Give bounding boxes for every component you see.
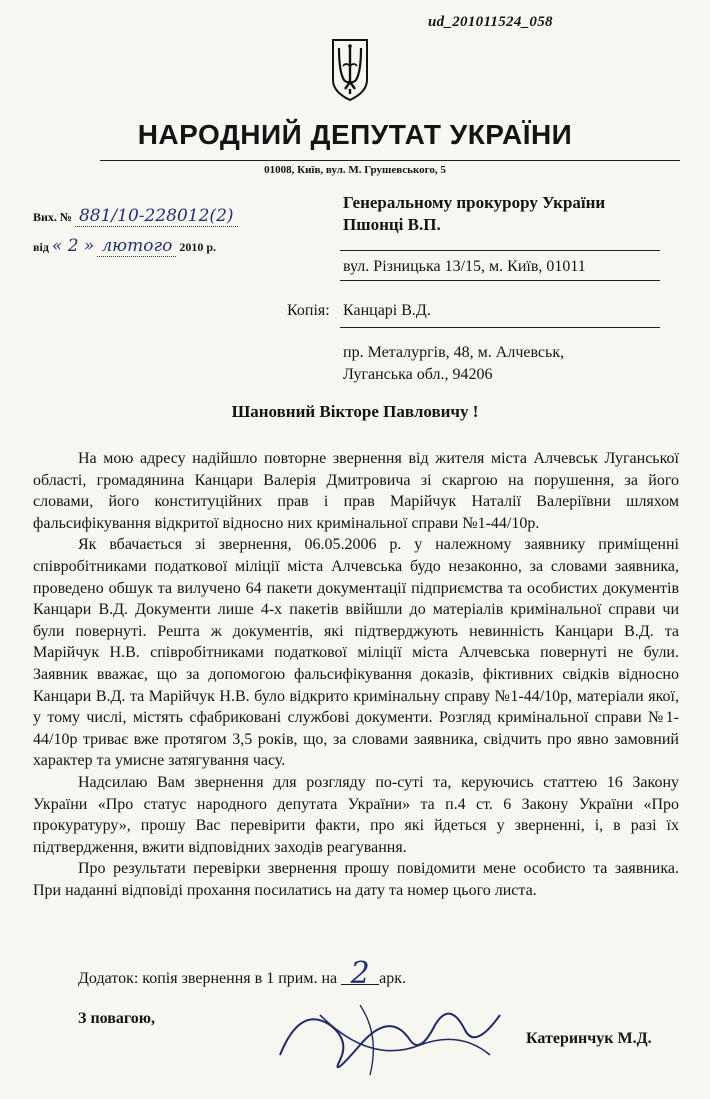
- copy-name-underline: [340, 327, 660, 328]
- outgoing-date-day: « 2 »: [51, 236, 95, 256]
- handwritten-signature: [260, 985, 520, 1085]
- outgoing-date-label: від: [33, 240, 49, 254]
- body-paragraph: Надсилаю Вам звернення для розгляду по-суті та, керуючись статтею 16 Закону України «Про статус народного депутата України» та п.4 ст. 6 Закону України «Про прокуратуру», прошу Вас перевірити факти, про які йдеться у зверненні, і, в разі їх підтвердження, вжити відповідних заходів реагування.: [33, 773, 679, 856]
- closing: З повагою,: [78, 1010, 155, 1027]
- copy-recipient-address: [343, 342, 564, 386]
- copy-recipient-name: Канцарі В.Д.: [343, 302, 431, 319]
- salutation: Шановний Вікторе Павловичу !: [231, 402, 479, 421]
- recipient-name: Пшонці В.П.: [343, 215, 441, 234]
- signer-name: Катеринчук М.Д.: [526, 1030, 652, 1047]
- outgoing-date: [33, 236, 216, 257]
- attachment-suffix: арк.: [379, 970, 406, 987]
- letterhead-address: 01008, Київ, вул. М. Грушевського, 5: [264, 164, 446, 176]
- copy-label: Копія:: [287, 302, 330, 319]
- letter-body: [33, 448, 679, 901]
- body-paragraph: Про результати перевірки звернення прошу повідомити мене особисто та заявника. При наданні відповіді прохання посилатись на дату та номер цього листа.: [33, 860, 679, 899]
- trident-emblem-icon: [330, 36, 370, 102]
- outgoing-date-year: 2010 р.: [179, 240, 216, 254]
- body-paragraph: На мою адресу надійшло повторне звернення від жителя міста Алчевськ Луганської області, громадянина Канцари Валерія Дмитровича зі скаргою на порушення, за його словами, його конституційних прав і прав Марійчук Наталії Валеріївни шляхом фальсифікування відкритої відносно них кримінальної справи №1-44/10р.: [33, 450, 679, 532]
- letterhead-title: НАРОДНИЙ ДЕПУТАТ УКРАЇНИ: [137, 119, 573, 150]
- outgoing-number-label: Вих. №: [33, 210, 72, 224]
- outgoing-number-handwritten: 881/10-228012(2): [75, 206, 238, 227]
- document-id: ud_201011524_058: [428, 14, 553, 30]
- outgoing-date-month: лютого: [97, 236, 176, 257]
- attachment-text: Додаток: копія звернення в 1 прим. на: [78, 970, 338, 987]
- recipient-block: [343, 192, 605, 236]
- attachment-pages-handwritten: 2: [341, 964, 379, 985]
- copy-address-line-1: пр. Металургів, 48, м. Алчевськ,: [343, 344, 565, 361]
- recipient-title: Генеральному прокурору України: [343, 193, 606, 212]
- copy-address-line-2: Луганська обл., 94206: [343, 366, 493, 383]
- recipient-underline: [340, 250, 660, 251]
- letterhead-divider: [100, 160, 680, 161]
- recipient-address: вул. Різницька 13/15, м. Київ, 01011: [343, 258, 586, 275]
- outgoing-number: [33, 206, 238, 227]
- recipient-address-underline: [340, 280, 660, 281]
- body-paragraph: Як вбачається зі звернення, 06.05.2006 р. у належному заявнику приміщенні співробітниками податкової міліції міста Алчевська будо незаконно, за словами заявника, проведено обшук та вилучено 64 пакети документації підприємства та особистих документів Канцари В.Д. Документи лише 4-х пакетів ввійшли до матеріалів кримінальної справи чи були повернуті. Решта ж документів, які підтверджують невинність Канцари В.Д. та Марійчук Н.В. співробітниками податкової міліції міста Алчевська повернуті не були. Заявник вважає, що за допомогою фальсифікування доказів, фіктивних свідків відносно Канцари В.Д. та Марійчук Н.В. було відкрито кримінальну справу №1-44/10р, матеріали якої, у тому числі, містять сфабриковані службові документи. Розгляд кримінальної справи №1-44/10р триває вже протягом 3,5 років, що, за словами заявника, свідчить про явно замовний характер та умисне затягування часу.: [33, 536, 679, 770]
